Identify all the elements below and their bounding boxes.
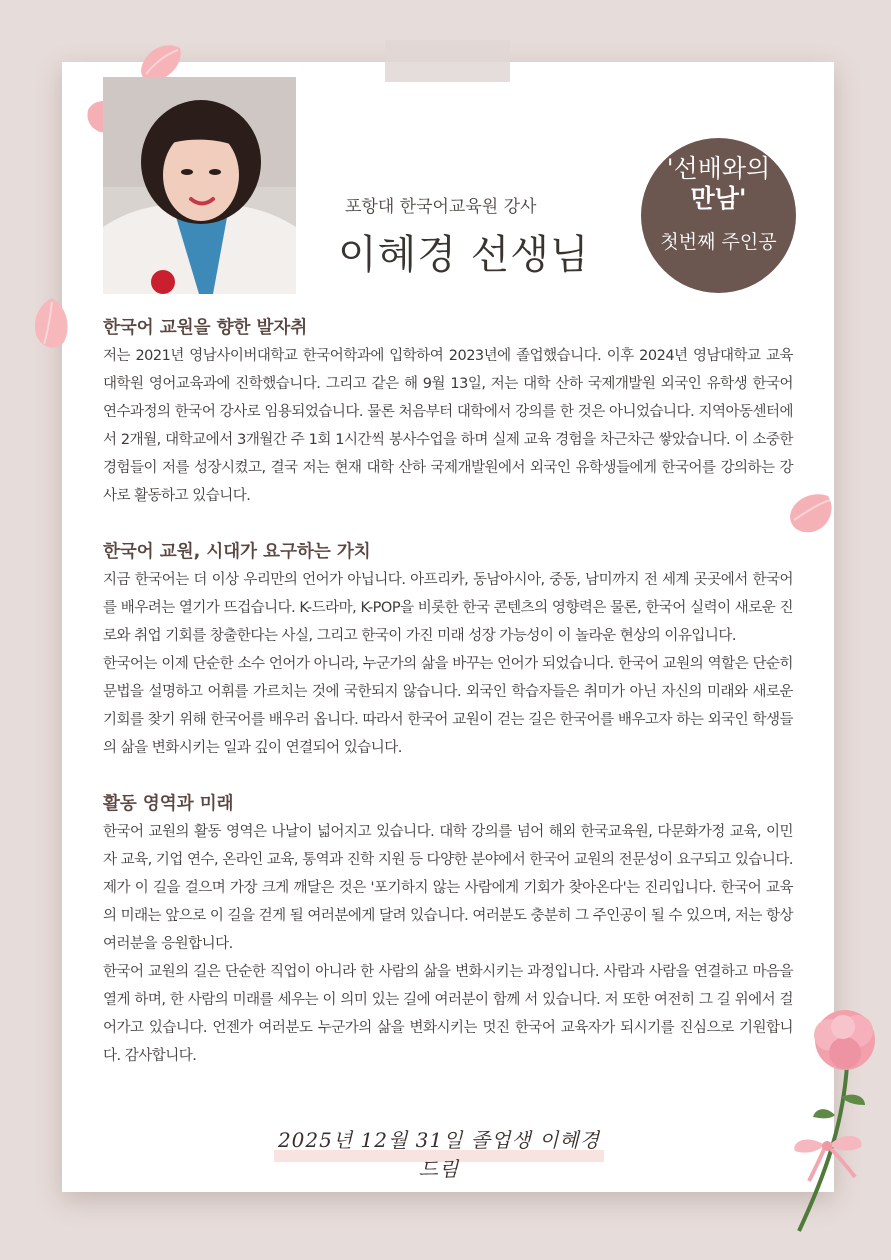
teacher-affiliation: 포항대 한국어교육원 강사 [345,197,537,217]
section-paragraph: 한국어 교원의 길은 단순한 직업이 아니라 한 사람의 삶을 변화시키는 과정입니다. 사람과 사람을 연결하고 마음을 열게 하며, 한 사람의 미래를 세우는 이 의미 있는 길에 여러분이 함께 서 있습니다. 저 또한 여전히 그 길 위에서 걸어가고 있습니다. 언젠가 여러분도 누군가의 삶을 변화시키는 멋진 한국어 교육자가 되시기를 진심으로 기원합니다. 감사합니다. [103,964,793,1064]
section-paragraph: 한국어 교원의 활동 영역은 나날이 넓어지고 있습니다. 대학 강의를 넘어 해외 한국교육원, 다문화가정 교육, 이민자 교육, 기업 연수, 온라인 교육, 통역과 진학 지원 등 다양한 분야에서 한국어 교원의 전문성이 요구되고 있습니다. 제가 이 길을 걸으며 가장 크게 깨달은 것은 '포기하지 않는 사람에게 기회가 찾아온다'는 진리입니다. 한국어 교육의 미래는 앞으로 이 길을 걷게 될 여러분에게 달려 있습니다. 여러분도 충분히 그 주인공이 될 수 있으며, 저는 항상 여러분을 응원합니다. [103,824,793,952]
petal-icon [786,490,836,536]
tape-strip [385,40,510,82]
section-footsteps [103,314,793,510]
section-paragraph: 저는 2021년 영남사이버대학교 한국어학과에 입학하여 2023년에 졸업했습니다. 이후 2024년 영남대학교 교육대학원 영어교육과에 진학했습니다. 그리고 같은 해 9월 13일, 저는 대학 산하 국제개발원 외국인 유학생 한국어 연수과정의 한국어 강사로 임용되었습니다. 물론 처음부터 대학에서 강의를 한 것은 아니었습니다. 지역아동센터에서 2개월, 대학교에서 3개월간 주 1회 1시간씩 봉사수업을 하며 실제 교육 경험을 차근차근 쌓았습니다. 이 소중한 경험들이 저를 성장시켰고, 결국 저는 현재 대학 산하 국제개발원에서 외국인 유학생들에게 한국어를 강의하는 강사로 활동하고 있습니다. [103,348,793,504]
signature-text: 2025년 12월 31일 졸업생 이혜경 드림 [277,1128,601,1181]
section-heading: 한국어 교원을 향한 발자취 [103,318,308,338]
badge-line-3: 첫번째 주인공 [660,231,777,253]
section-paragraph: 지금 한국어는 더 이상 우리만의 언어가 아닙니다. 아프리카, 동남아시아, 중동, 남미까지 전 세계 곳곳에서 한국어를 배우려는 열기가 뜨겁습니다. K-드라마, K-POP을 비롯한 한국 콘텐츠의 영향력은 물론, 한국어 실력이 새로운 진로와 취업 기회를 창출한다는 사실, 그리고 한국이 가진 미래 성장 가능성이 이 놀라운 현상의 이유입니다. [103,572,793,644]
feature-badge [641,138,796,293]
badge-line-1: '선배와의 [666,154,771,183]
section-future [103,790,793,1070]
teacher-photo [103,77,296,294]
letter-body [103,314,793,1098]
section-paragraph: 한국어는 이제 단순한 소수 언어가 아니라, 누군가의 삶을 바꾸는 언어가 되었습니다. 한국어 교원의 역할은 단순히 문법을 설명하고 어휘를 가르치는 것에 국한되지 않습니다. 외국인 학습자들은 취미가 아닌 자신의 미래와 새로운 기회를 찾기 위해 한국어를 배우러 옵니다. 따라서 한국어 교원이 걷는 길은 한국어를 배우고자 하는 외국인 학생들의 삶을 변화시키는 일과 깊이 연결되어 있습니다. [103,656,793,756]
teacher-name: 이혜경 선생님 [338,232,590,278]
petal-icon [30,296,74,352]
section-value [103,538,793,762]
badge-line-2: 만남' [690,184,747,213]
section-heading: 한국어 교원, 시대가 요구하는 가치 [103,542,371,562]
signature [274,1124,604,1181]
section-heading: 활동 영역과 미래 [103,794,234,814]
carnation-flower-icon [785,1005,891,1235]
